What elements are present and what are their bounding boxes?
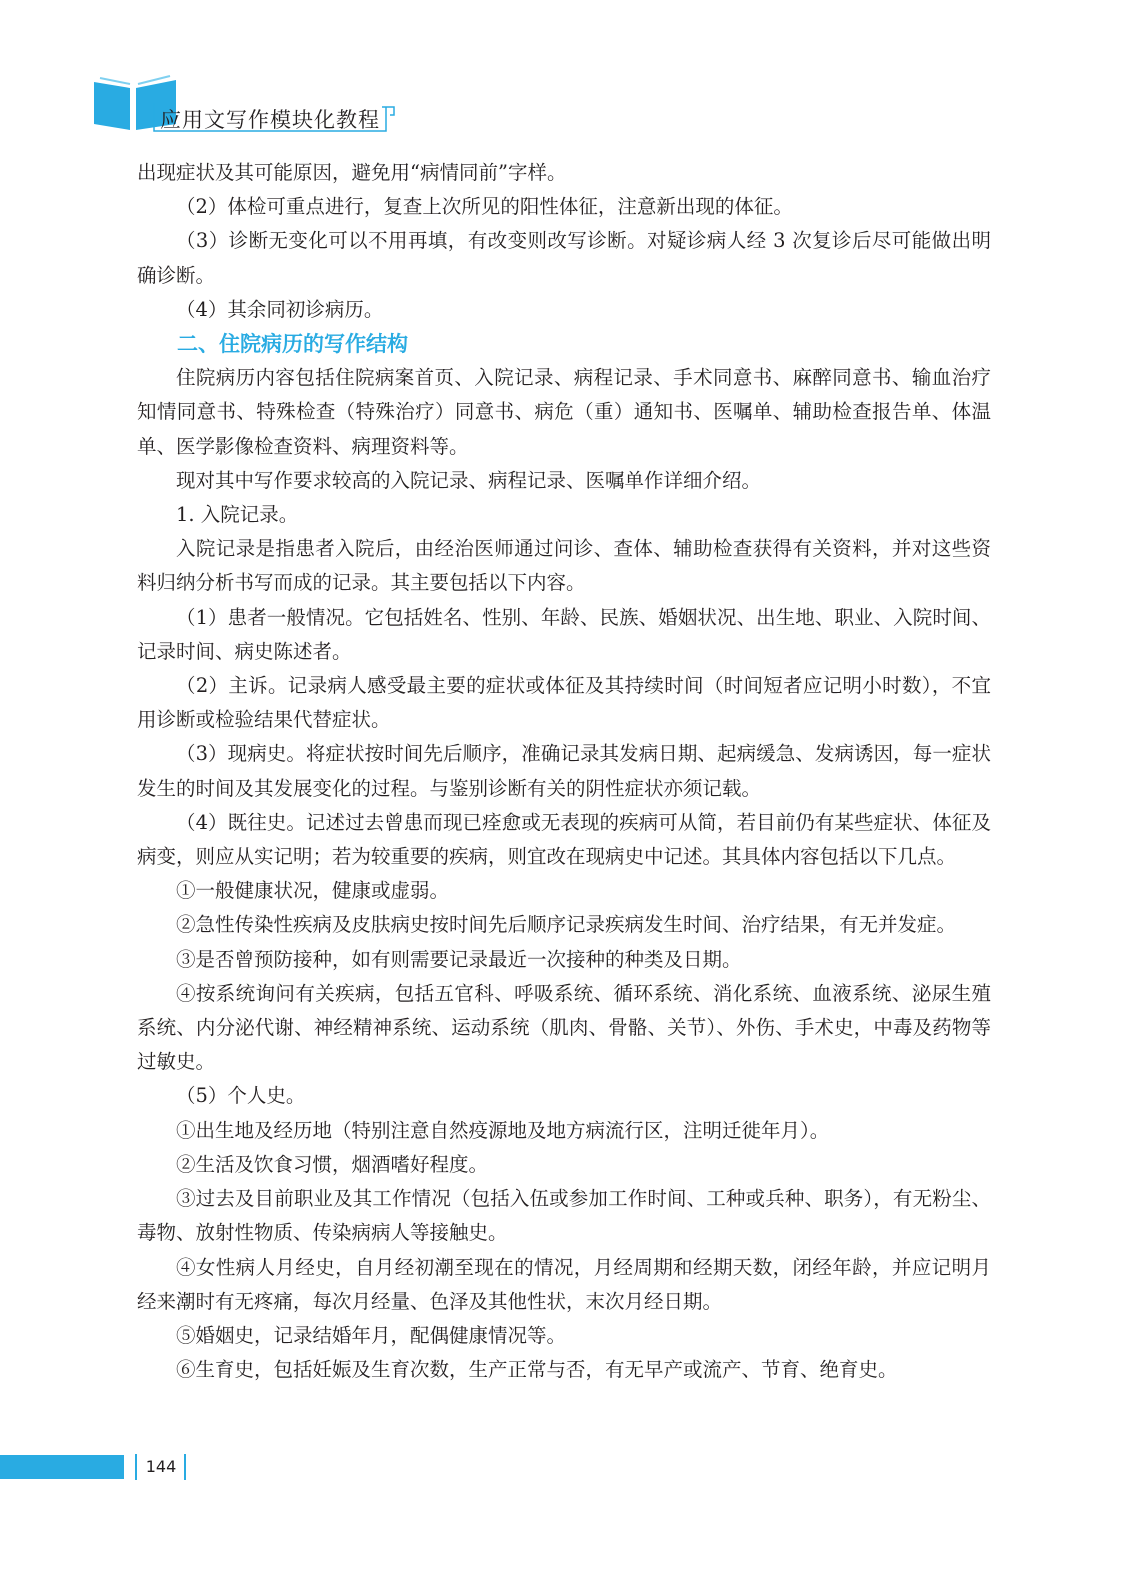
section-heading: 二、住院病历的写作结构 bbox=[177, 332, 408, 357]
list-item: ①一般健康状况，健康或虚弱。 bbox=[176, 879, 450, 903]
footer-accent-bar bbox=[0, 1455, 124, 1479]
subheading: 1. 入院记录。 bbox=[176, 503, 299, 527]
page-number: 144 bbox=[145, 1457, 177, 1476]
list-item: ⑥生育史，包括妊娠及生育次数，生产正常与否，有无早产或流产、节育、绝育史。 bbox=[176, 1358, 898, 1382]
list-item: ②急性传染性疾病及皮肤病史按时间先后顺序记录疾病发生时间、治疗结果，有无并发症。 bbox=[176, 913, 957, 937]
paragraph: 住院病历内容包括住院病案首页、入院记录、病程记录、手术同意书、麻醉同意书、输血治疗知情同意书、特殊检查（特殊治疗）同意书、病危（重）通知书、医嘱单、辅助检查报告单、体温单、医学影像检查资料、病理资料等。 bbox=[137, 366, 991, 458]
paragraph: 现对其中写作要求较高的入院记录、病程记录、医嘱单作详细介绍。 bbox=[176, 468, 762, 492]
paragraph: （4）其余同初诊病历。 bbox=[176, 297, 384, 321]
paragraph: （2）主诉。记录病人感受最主要的症状或体征及其持续时间（时间短者应记明小时数），不宜用诊断或检验结果代替症状。 bbox=[137, 674, 991, 732]
list-item: ②生活及饮食习惯，烟酒嗜好程度。 bbox=[176, 1152, 489, 1176]
book-title: 应用文写作模块化教程 bbox=[160, 108, 380, 132]
list-item: ④按系统询问有关疾病，包括五官科、呼吸系统、循环系统、消化系统、血液系统、泌尿生殖系统、内分泌代谢、神经精神系统、运动系统（肌肉、骨骼、关节）、外伤、手术史，中毒及药物等过敏史。 bbox=[137, 981, 991, 1074]
paragraph: （1）患者一般情况。它包括姓名、性别、年龄、民族、婚姻状况、出生地、职业、入院时间、记录时间、病史陈述者。 bbox=[137, 605, 991, 663]
list-item: ⑤婚姻史，记录结婚年月，配偶健康情况等。 bbox=[176, 1323, 567, 1347]
page-header bbox=[0, 0, 1127, 150]
paragraph: （2）体检可重点进行，复查上次所见的阳性体征，注意新出现的体征。 bbox=[176, 195, 793, 219]
paragraph: 出现症状及其可能原因，避免用“病情同前”字样。 bbox=[137, 161, 567, 184]
list-item: ④女性病人月经史，自月经初潮至现在的情况，月经周期和经期天数，闭经年龄，并应记明月经来潮时有无疼痛，每次月经量、色泽及其他性状，末次月经日期。 bbox=[137, 1255, 991, 1313]
paragraph: （3）现病史。将症状按时间先后顺序，准确记录其发病日期、起病缓急、发病诱因，每一症状发生的时间及其发展变化的过程。与鉴别诊断有关的阴性症状亦须记载。 bbox=[137, 742, 991, 800]
main-content bbox=[137, 156, 991, 1387]
paragraph: （4）既往史。记述过去曾患而现已痊愈或无表现的疾病可从简，若目前仍有某些症状、体征及病变，则应从实记明；若为较重要的疾病，则宜改在现病史中记述。其具体内容包括以下几点。 bbox=[137, 810, 991, 869]
footer-divider bbox=[135, 1454, 137, 1480]
list-item: ③是否曾预防接种，如有则需要记录最近一次接种的种类及日期。 bbox=[176, 947, 742, 971]
paragraph: （5）个人史。 bbox=[176, 1084, 306, 1108]
paragraph: （3）诊断无变化可以不用再填，有改变则改写诊断。对疑诊病人经 3 次复诊后尽可能做出明确诊断。 bbox=[137, 229, 991, 287]
list-item: ①出生地及经历地（特别注意自然疫源地及地方病流行区，注明迁徙年月）。 bbox=[176, 1118, 830, 1142]
footer-divider bbox=[184, 1454, 186, 1480]
list-item: ③过去及目前职业及其工作情况（包括入伍或参加工作时间、工种或兵种、职务），有无粉尘、毒物、放射性物质、传染病病人等接触史。 bbox=[137, 1187, 991, 1245]
paragraph: 入院记录是指患者入院后，由经治医师通过问诊、查体、辅助检查获得有关资料，并对这些资料归纳分析书写而成的记录。其主要包括以下内容。 bbox=[137, 537, 991, 595]
